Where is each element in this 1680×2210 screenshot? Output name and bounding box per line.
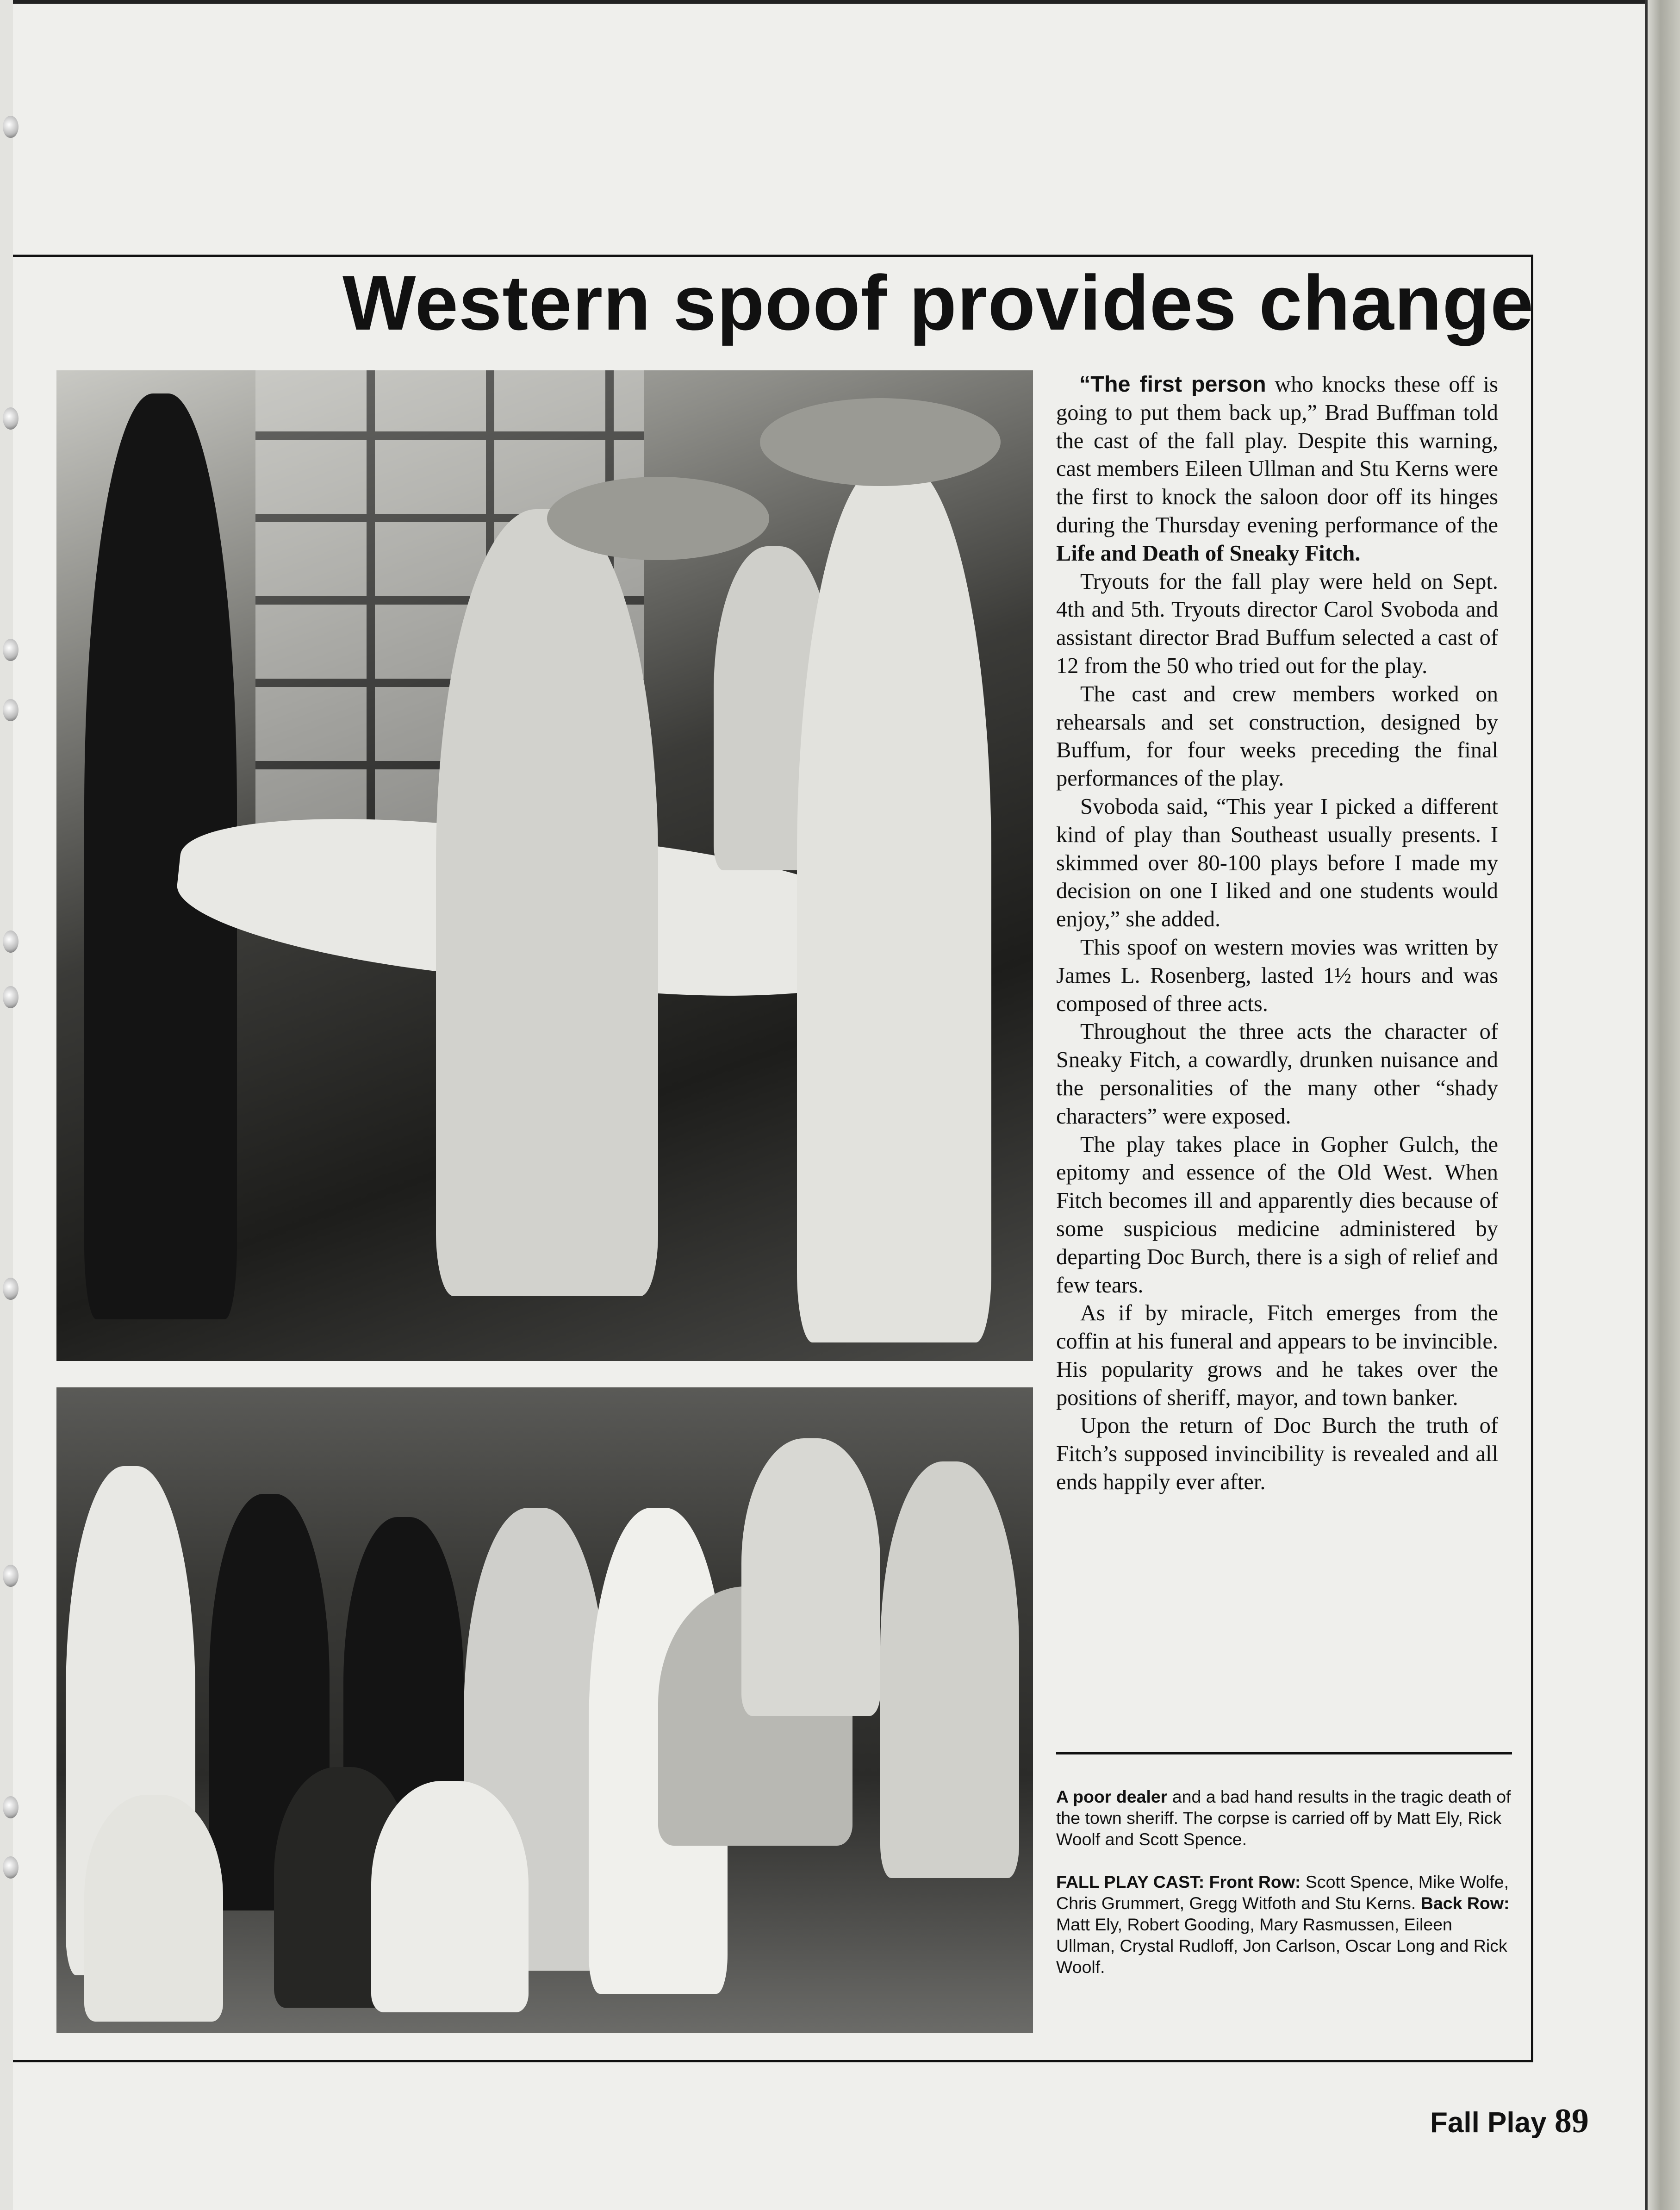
headline: Western spoof provides change xyxy=(342,259,1534,346)
article-paragraph: As if by miracle, Fitch emerges from the coffin at his funeral and appears to be invincible. His popularity grows and he takes over the positions of sheriff, mayor, and town banker. xyxy=(1056,1301,1498,1410)
play-title: Life and Death of Sneaky Fitch. xyxy=(1056,541,1361,566)
cowboy-hat xyxy=(547,477,769,560)
top-edge-rule xyxy=(0,0,1680,4)
actor-figure xyxy=(797,463,991,1342)
front-row-figure xyxy=(371,1781,529,2012)
lead-in-text: “The first person xyxy=(1079,372,1266,397)
article-paragraph: The cast and crew members worked on rehearsals and set construction, designed by Buffum, for four weeks preceding the final performances of the play. xyxy=(1056,681,1498,791)
article-paragraph xyxy=(1056,370,1498,568)
cast-member-figure xyxy=(880,1461,1019,1878)
caption-text: and a bad hand results in the tragic death of the town sheriff. The corpse is carried off by Matt Ely, Rick Woolf and Scott Spence. xyxy=(1056,1787,1511,1849)
article-paragraph: The play takes place in Gopher Gulch, the epitomy and essence of the Old West. When Fitch becomes ill and apparently dies because of some suspicious medicine administered by departing Doc Burch, there is a sigh of relief and few tears. xyxy=(1056,1132,1498,1298)
page-folio xyxy=(1430,2102,1589,2141)
section-label: Fall Play xyxy=(1430,2107,1547,2139)
photo-poor-dealer xyxy=(56,370,1033,1361)
front-row-figure xyxy=(84,1795,223,2022)
caption-text: Scott Spence, Mike Wolfe, Chris Grummert, Gregg Witfoth and Stu Kerns. xyxy=(1056,1872,1509,1913)
photo-cast xyxy=(56,1387,1033,2033)
caption-poor-dealer xyxy=(1056,1786,1512,1850)
caption-lead: Back Row: xyxy=(1420,1893,1510,1913)
caption-lead: A poor dealer xyxy=(1056,1787,1168,1806)
actor-figure xyxy=(436,509,658,1296)
page-number: 89 xyxy=(1554,2102,1589,2140)
caption-text: Matt Ely, Robert Gooding, Mary Rasmussen, Eileen Ullman, Crystal Rudloff, Jon Carlson, Oscar Long and Rick Woolf. xyxy=(1056,1915,1507,1977)
article-paragraph: Throughout the three acts the character of Sneaky Fitch, a cowardly, drunken nuisance and the personalities of the many other “shady characters” were exposed. xyxy=(1056,1019,1498,1129)
article-paragraph: Upon the return of Doc Burch the truth of Fitch’s supposed invincibility is revealed and all ends happily ever after. xyxy=(1056,1413,1498,1495)
paragraph-text: who knocks these off is going to put them back up,” Brad Buffman told the cast of the fall play. Despite this warning, cast members Eileen Ullman and Stu Kerns were the first to knock the saloon door off its hinges during the Thursday evening performance of the xyxy=(1056,372,1498,537)
article-paragraph: Tryouts for the fall play were held on Sept. 4th and 5th. Tryouts director Carol Svoboda and assistant director Brad Buffum selected a cast of 12 from the 50 who tried out for the play. xyxy=(1056,569,1498,678)
binder-hole xyxy=(3,116,19,138)
article-body xyxy=(1056,370,1498,1497)
cast-member-figure xyxy=(741,1438,880,1716)
article-paragraph: Svoboda said, “This year I picked a different kind of play than Southeast usually presents. I skimmed over 80-100 plays before I made my decision on one I liked and one students would enjoy,” she added. xyxy=(1056,794,1498,932)
photo-captions xyxy=(1056,1786,1512,1999)
cowboy-hat xyxy=(760,398,1001,486)
caption-lead: FALL PLAY CAST: Front Row: xyxy=(1056,1872,1301,1892)
caption-divider xyxy=(1056,1752,1512,1754)
page-stack-edge xyxy=(1648,0,1680,2210)
article-paragraph: This spoof on western movies was written by James L. Rosenberg, lasted 1½ hours and was composed of three acts. xyxy=(1056,935,1498,1016)
caption-cast xyxy=(1056,1871,1512,1978)
